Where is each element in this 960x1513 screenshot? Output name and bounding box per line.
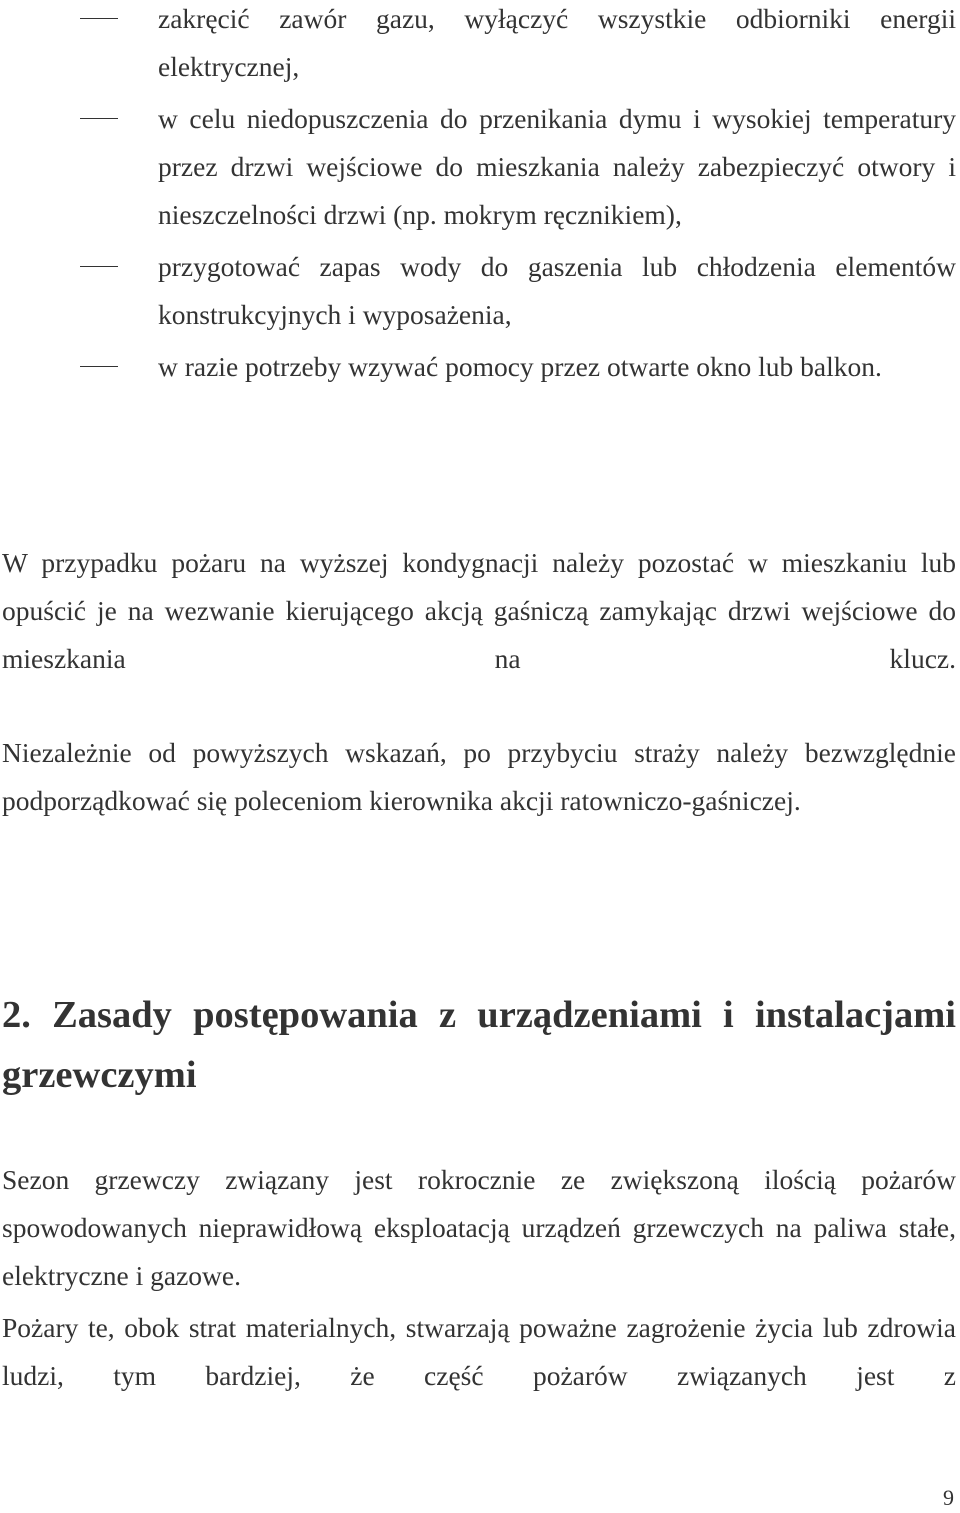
dash-bullet-icon	[80, 266, 118, 267]
precautions-list	[0, 0, 960, 395]
list-item-text: przygotować zapas wody do gaszenia lub chłodzenia elementów konstrukcyjnych i wyposażenia,	[158, 251, 956, 330]
list-item	[0, 95, 960, 239]
paragraph-fire-hazards: Pożary te, obok strat materialnych, stwarzają poważne zagrożenie życia lub zdrowia ludzi, tym bardziej, że część pożarów związanych jest z	[2, 1312, 956, 1391]
list-item-text: zakręcić zawór gazu, wyłączyć wszystkie odbiorniki energii elektrycznej,	[158, 3, 956, 82]
list-item	[0, 243, 960, 339]
section-heading: 2. Zasady postępowania z urządzeniami i instalacjami grzewczymi	[2, 994, 956, 1096]
page-number: 9	[943, 1485, 954, 1510]
list-item-text: w celu niedopuszczenia do przenikania dymu i wysokiej temperatury przez drzwi wejściowe do mieszkania należy zabezpieczyć otwory i nieszczelności drzwi (np. mokrym ręcznikiem),	[158, 103, 956, 230]
paragraph-fire-brigade-instructions: Niezależnie od powyższych wskazań, po przybyciu straży należy bezwzględnie podporządkować się poleceniom kierownika akcji ratowniczo-gaśniczej.	[2, 737, 956, 816]
list-item	[0, 0, 960, 91]
paragraph-higher-floor-fire: W przypadku pożaru na wyższej kondygnacji należy pozostać w mieszkaniu lub opuścić je na wezwanie kierującego akcją gaśniczą zamykając drzwi wejściowe do mieszkania na klucz.	[2, 547, 956, 674]
paragraph-heating-season: Sezon grzewczy związany jest rokrocznie ze zwiększoną ilością pożarów spowodowanych nieprawidłową eksploatacją urządzeń grzewczych na paliwa stałe, elektryczne i gazowe.	[2, 1164, 956, 1291]
list-item	[0, 343, 960, 391]
dash-bullet-icon	[80, 118, 118, 119]
list-item-text: w razie potrzeby wzywać pomocy przez otwarte okno lub balkon.	[158, 351, 882, 382]
dash-bullet-icon	[80, 18, 118, 19]
dash-bullet-icon	[80, 366, 118, 367]
